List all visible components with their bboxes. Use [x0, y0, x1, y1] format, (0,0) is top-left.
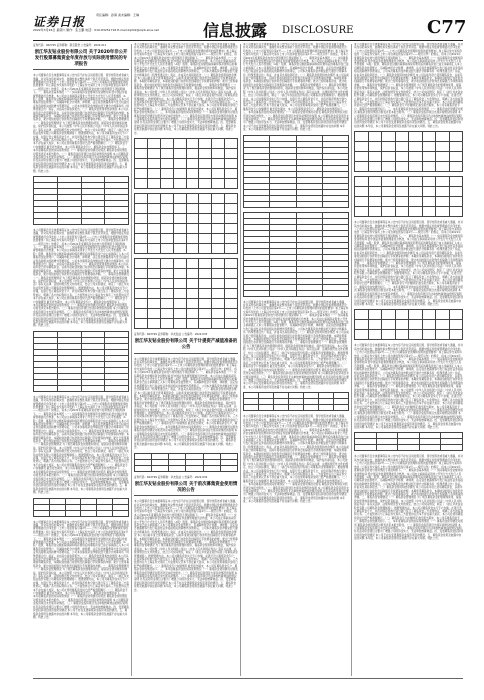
data-table [354, 131, 463, 172]
data-table [354, 432, 463, 451]
data-table [243, 392, 349, 411]
footer-rule [33, 678, 463, 679]
column-2 [134, 43, 238, 678]
notice-title: 浙江华友钴业股份有限公司 关于前次募集资金使用情况的公告 [134, 482, 238, 496]
body-text: 本公司董事会及全体董事保证本公告内容不存在任何虚假记载、误导性陈述或者重大遗漏，并对其内容的真实性、准确性和完整性承担个别及连带责任。根据中国证券监督管理委员会印发的《上市公司监管指引第2号——上市公司募集资金管理和使用的监管要求》和上海证券交易所印发的《上海证券交易所上市公司自律监管指引第1号——规范运作》的规定，将本公司2021年度募集资金存放与使用情况专项说明如下。一、募集资金基本情况（一）实际募集资金金额和资金到账时间 经中国证券监督管理委员会核准，本公司由主承销商采用非公开发行方式发行人民币普通股（A股）股票，募集资金总额扣除承销和保荐费用后的募集资金已由主承销商汇入本公司募集资金监管账户，另减除申报会计师费、律师费、法定信息披露费等与发行权益性证券直接相关的新增外部费用后，公司本次募集资金净额业经天健会计师事务所（特殊普通合伙）验证，并由其出具验资报告。（二）募集资金使用和结余情况 本公司以前年度已使用募集资金，以前年度收到的银行存款利息扣除银行手续费等的净额；本期使用募集资金，本期收到的银行存款利息扣除银行手续费等的净额；累计已使用募集资金，累计收到的银行存款利息扣除银行手续费等的净额。二、募集资金管理情况（一）募集资金管理情况 为了规范募集资金的管理和使用，提高资金使用效率和效益，保护投资者权益，本公司按照《中华人民共和国公司法》《中华人民共和国证券法》等有关法律、法规和规范性文件的规定，结合公司实际情况，制定了《浙江华友钴业股份有限公司募集资金管理制度》。根据管理办法，本公司对募集资金实行专户存储，在银行设立募集资金专户，并连同保荐机构分别与银行签订了募集资金三方监管协议，明确了各方的权利和义务。三方监管协议与上海证券交易所三方监管协议范本不存在重大差异，本公司在使用募集资金时已经严格遵照履行。（二）募集资金专户存储情况 截至报告期末，本公司有募集资金专户，募集资金存放情况如下。三、本年度募集资金的实际使用情况（一）募集资金使用情况对照表 募集资金使用情况对照表详见本报告附件。（二）募集资金投资项目出现异常情况的说明 本公司募集资金投资项目未出现异常情况。（三）募集资金投资项目无法单独核算效益的情况说明 补充流动资金项目主要为了增强公司的资金实力，无法单独核算效益。四、变更募集资金投资项目的资金使用情况 本公司不存在变更募集资金投资项目的情况。五、募集资金使用及披露中存在的问题 本年度，本公司募集资金使用及披露不存在重大问题。特此公告。 [33, 228, 129, 328]
data-table [33, 331, 129, 392]
body-text: 本公司董事会及全体董事保证本公告内容不存在任何虚假记载、误导性陈述或者重大遗漏，并对其内容的真实性、准确性和完整性承担个别及连带责任。根据中国证券监督管理委员会印发的《上市公司监管指引第2号——上市公司募集资金管理和使用的监管要求》和上海证券交易所印发的《上海证券交易所上市公司自律监管指引第1号——规范运作》的规定，将本公司2021年度募集资金存放与使用情况专项说明如下。一、募集资金基本情况（一）实际募集资金金额和资金到账时间 经中国证券监督管理委员会核准，本公司由主承销商采用非公开发行方式发行人民币普通股（A股）股票，募集资金总额扣除承销和保荐费用后的募集资金已由主承销商汇入本公司募集资金监管账户，另减除申报会计师费、律师费、法定信息披露费等与发行权益性证券直接相关的新增外部费用后，公司本次募集资金净额业经天健会计师事务所（特殊普通合伙）验证，并由其出具验资报告。（二）募集资金使用和结余情况 本公司以前年度已使用募集资金，以前年度收到的银行存款利息扣除银行手续费等的净额；本期使用募集资金，本期收到的银行存款利息扣除银行手续费等的净额；累计已使用募集资金，累计收到的银行存款利息扣除银行手续费等的净额。二、募集资金管理情况（一）募集资金管理情况 为了规范募集资金的管理和使用，提高资金使用效率和效益，保护投资者权益，本公司按照《中华人民共和国公司法》《中华人民共和国证券法》等有关法律、法规和规范性文件的规定，结合公司实际情况，制定了《浙江华友钴业股份有限公司募集资金管理制度》。根据管理办法，本公司对募集资金实行专户存储，在银行设立募集资金专户，并连同保荐机构分别与银行签订了募集资金三方监管协议，明确了各方的权利和义务。三方监管协议与上海证券交易所三方监管协议范本不存在重大差异，本公司在使用募集资金时已经严格遵照履行。（二）募集资金专户存储情况 截至报告期末，本公司有募集资金专户，募集资金存放情况如下。三、本年度募集资金的实际使用情况（一）募集资金使用情况对照表 募集资金使用情况对照表详见本报告附件。（二）募集资金投资项目出现异常情况的说明 本公司募集资金投资项目未出现异常情况。（三）募集资金投资项目无法单独核算效益的情况说明 补充流动资金项目主要为了增强公司的资金实力，无法单独核算效益。四、变更募集资金投资项目的资金使用情况 本公司不存在变更募集资金投资项目的情况。五、募集资金使用及披露中存在的问题 本年度，本公司募集资金使用及披露不存在重大问题。特此公告。 [134, 357, 238, 450]
notice-meta: 证券代码：002705 证券简称：新宝股份 公告编号：2022-011 [33, 44, 107, 47]
data-table [33, 176, 129, 225]
data-table [134, 138, 238, 189]
column-4 [354, 43, 463, 678]
editors-line: 责任编辑：孙倩 美术编辑：王琳 [96, 13, 139, 17]
notice-title: 浙江华友钴业股份有限公司 关于计提资产减值准备的公告 [134, 339, 238, 353]
newspaper-logo: 证券日报 [33, 15, 86, 29]
header-rule [33, 40, 463, 41]
column-divider [240, 44, 241, 676]
body-text: 本公司董事会及全体董事保证本公告内容不存在任何虚假记载、误导性陈述或者重大遗漏，并对其内容的真实性、准确性和完整性承担个别及连带责任。根据中国证券监督管理委员会印发的《上市公司监管指引第2号——上市公司募集资金管理和使用的监管要求》和上海证券交易所印发的《上海证券交易所上市公司自律监管指引第1号——规范运作》的规定，将本公司2021年度募集资金存放与使用情况专项说明如下。一、募集资金基本情况（一）实际募集资金金额和资金到账时间 经中国证券监督管理委员会核准，本公司由主承销商采用非公开发行方式发行人民币普通股（A股）股票，募集资金总额扣除承销和保荐费用后的募集资金已由主承销商汇入本公司募集资金监管账户，另减除申报会计师费、律师费、法定信息披露费等与发行权益性证券直接相关的新增外部费用后，公司本次募集资金净额业经天健会计师事务所（特殊普通合伙）验证，并由其出具验资报告。（二）募集资金使用和结余情况 本公司以前年度已使用募集资金，以前年度收到的银行存款利息扣除银行手续费等的净额；本期使用募集资金，本期收到的银行存款利息扣除银行手续费等的净额；累计已使用募集资金，累计收到的银行存款利息扣除银行手续费等的净额。二、募集资金管理情况（一）募集资金管理情况 为了规范募集资金的管理和使用，提高资金使用效率和效益，保护投资者权益，本公司按照《中华人民共和国公司法》《中华人民共和国证券法》等有关法律、法规和规范性文件的规定，结合公司实际情况，制定了《浙江华友钴业股份有限公司募集资金管理制度》。根据管理办法，本公司对募集资金实行专户存储，在银行设立募集资金专户，并连同保荐机构分别与银行签订了募集资金三方监管协议，明确了各方的权利和义务。三方监管协议与上海证券交易所三方监管协议范本不存在重大差异，本公司在使用募集资金时已经严格遵照履行。（二）募集资金专户存储情况 截至报告期末，本公司有募集资金专户，募集资金存放情况如下。三、本年度募集资金的实际使用情况（一）募集资金使用情况对照表 募集资金使用情况对照表详见本报告附件。（二）募集资金投资项目出现异常情况的说明 本公司募集资金投资项目未出现异常情况。（三）募集资金投资项目无法单独核算效益的情况说明 补充流动资金项目主要为了增强公司的资金实力，无法单独核算效益。四、变更募集资金投资项目的资金使用情况 本公司不存在变更募集资金投资项目的情况。五、募集资金使用及披露中存在的问题 本年度，本公司募集资金使用及披露不存在重大问题。特此公告。 [134, 43, 238, 135]
notice-meta: 证券代码：603799 证券简称：华友钴业 公告编号：2022-033 [134, 332, 208, 336]
data-table [354, 176, 463, 217]
notice-title: 浙江华友钴业股份有限公司 关于2020年非公开发行股票募集资金年度存放与实际使用情况的专项报告 [33, 50, 129, 70]
body-text: 本公司董事会及全体董事保证本公告内容不存在任何虚假记载、误导性陈述或者重大遗漏，并对其内容的真实性、准确性和完整性承担个别及连带责任。根据中国证券监督管理委员会印发的《上市公司监管指引第2号——上市公司募集资金管理和使用的监管要求》和上海证券交易所印发的《上海证券交易所上市公司自律监管指引第1号——规范运作》的规定，将本公司2021年度募集资金存放与使用情况专项说明如下。一、募集资金基本情况（一）实际募集资金金额和资金到账时间 经中国证券监督管理委员会核准，本公司由主承销商采用非公开发行方式发行人民币普通股（A股）股票，募集资金总额扣除承销和保荐费用后的募集资金已由主承销商汇入本公司募集资金监管账户，另减除申报会计师费、律师费、法定信息披露费等与发行权益性证券直接相关的新增外部费用后，公司本次募集资金净额业经天健会计师事务所（特殊普通合伙）验证，并由其出具验资报告。（二）募集资金使用和结余情况 本公司以前年度已使用募集资金，以前年度收到的银行存款利息扣除银行手续费等的净额；本期使用募集资金，本期收到的银行存款利息扣除银行手续费等的净额；累计已使用募集资金，累计收到的银行存款利息扣除银行手续费等的净额。二、募集资金管理情况（一）募集资金管理情况 为了规范募集资金的管理和使用，提高资金使用效率和效益，保护投资者权益，本公司按照《中华人民共和国公司法》《中华人民共和国证券法》等有关法律、法规和规范性文件的规定，结合公司实际情况，制定了《浙江华友钴业股份有限公司募集资金管理制度》。根据管理办法，本公司对募集资金实行专户存储，在银行设立募集资金专户，并连同保荐机构分别与银行签订了募集资金三方监管协议，明确了各方的权利和义务。三方监管协议与上海证券交易所三方监管协议范本不存在重大差异，本公司在使用募集资金时已经严格遵照履行。（二）募集资金专户存储情况 截至报告期末，本公司有募集资金专户，募集资金存放情况如下。三、本年度募集资金的实际使用情况（一）募集资金使用情况对照表 募集资金使用情况对照表详见本报告附件。（二）募集资金投资项目出现异常情况的说明 本公司募集资金投资项目未出现异常情况。（三）募集资金投资项目无法单独核算效益的情况说明 补充流动资金项目主要为了增强公司的资金实力，无法单独核算效益。四、变更募集资金投资项目的资金使用情况 本公司不存在变更募集资金投资项目的情况。五、募集资金使用及披露中存在的问题 本年度，本公司募集资金使用及披露不存在重大问题。特此公告。 [354, 43, 463, 128]
data-table [33, 498, 129, 517]
data-table [243, 212, 349, 297]
column-divider [351, 44, 352, 676]
column-3 [243, 43, 349, 678]
page-header [0, 0, 484, 40]
body-text: 本公司董事会及全体董事保证本公告内容不存在任何虚假记载、误导性陈述或者重大遗漏，并对其内容的真实性、准确性和完整性承担个别及连带责任。根据中国证券监督管理委员会印发的《上市公司监管指引第2号——上市公司募集资金管理和使用的监管要求》和上海证券交易所印发的《上海证券交易所上市公司自律监管指引第1号——规范运作》的规定，将本公司2021年度募集资金存放与使用情况专项说明如下。一、募集资金基本情况（一）实际募集资金金额和资金到账时间 经中国证券监督管理委员会核准，本公司由主承销商采用非公开发行方式发行人民币普通股（A股）股票，募集资金总额扣除承销和保荐费用后的募集资金已由主承销商汇入本公司募集资金监管账户，另减除申报会计师费、律师费、法定信息披露费等与发行权益性证券直接相关的新增外部费用后，公司本次募集资金净额业经天健会计师事务所（特殊普通合伙）验证，并由其出具验资报告。（二）募集资金使用和结余情况 本公司以前年度已使用募集资金，以前年度收到的银行存款利息扣除银行手续费等的净额；本期使用募集资金，本期收到的银行存款利息扣除银行手续费等的净额；累计已使用募集资金，累计收到的银行存款利息扣除银行手续费等的净额。二、募集资金管理情况（一）募集资金管理情况 为了规范募集资金的管理和使用，提高资金使用效率和效益，保护投资者权益，本公司按照《中华人民共和国公司法》《中华人民共和国证券法》等有关法律、法规和规范性文件的规定，结合公司实际情况，制定了《浙江华友钴业股份有限公司募集资金管理制度》。根据管理办法，本公司对募集资金实行专户存储，在银行设立募集资金专户，并连同保荐机构分别与银行签订了募集资金三方监管协议，明确了各方的权利和义务。三方监管协议与上海证券交易所三方监管协议范本不存在重大差异，本公司在使用募集资金时已经严格遵照履行。（二）募集资金专户存储情况 截至报告期末，本公司有募集资金专户，募集资金存放情况如下。三、本年度募集资金的实际使用情况（一）募集资金使用情况对照表 募集资金使用情况对照表详见本报告附件。（二）募集资金投资项目出现异常情况的说明 本公司募集资金投资项目未出现异常情况。（三）募集资金投资项目无法单独核算效益的情况说明 补充流动资金项目主要为了增强公司的资金实力，无法单独核算效益。四、变更募集资金投资项目的资金使用情况 本公司不存在变更募集资金投资项目的情况。五、募集资金使用及披露中存在的问题 本年度，本公司募集资金使用及披露不存在重大问题。特此公告。 [33, 395, 129, 495]
column-1 [33, 43, 129, 678]
body-text: 本公司董事会及全体董事保证本公告内容不存在任何虚假记载、误导性陈述或者重大遗漏，并对其内容的真实性、准确性和完整性承担个别及连带责任。根据中国证券监督管理委员会印发的《上市公司监管指引第2号——上市公司募集资金管理和使用的监管要求》和上海证券交易所印发的《上海证券交易所上市公司自律监管指引第1号——规范运作》的规定，将本公司2021年度募集资金存放与使用情况专项说明如下。一、募集资金基本情况（一）实际募集资金金额和资金到账时间 经中国证券监督管理委员会核准，本公司由主承销商采用非公开发行方式发行人民币普通股（A股）股票，募集资金总额扣除承销和保荐费用后的募集资金已由主承销商汇入本公司募集资金监管账户，另减除申报会计师费、律师费、法定信息披露费等与发行权益性证券直接相关的新增外部费用后，公司本次募集资金净额业经天健会计师事务所（特殊普通合伙）验证，并由其出具验资报告。（二）募集资金使用和结余情况 本公司以前年度已使用募集资金，以前年度收到的银行存款利息扣除银行手续费等的净额；本期使用募集资金，本期收到的银行存款利息扣除银行手续费等的净额；累计已使用募集资金，累计收到的银行存款利息扣除银行手续费等的净额。二、募集资金管理情况（一）募集资金管理情况 为了规范募集资金的管理和使用，提高资金使用效率和效益，保护投资者权益，本公司按照《中华人民共和国公司法》《中华人民共和国证券法》等有关法律、法规和规范性文件的规定，结合公司实际情况，制定了《浙江华友钴业股份有限公司募集资金管理制度》。根据管理办法，本公司对募集资金实行专户存储，在银行设立募集资金专户，并连同保荐机构分别与银行签订了募集资金三方监管协议，明确了各方的权利和义务。三方监管协议与上海证券交易所三方监管协议范本不存在重大差异，本公司在使用募集资金时已经严格遵照履行。（二）募集资金专户存储情况 截至报告期末，本公司有募集资金专户，募集资金存放情况如下。三、本年度募集资金的实际使用情况（一）募集资金使用情况对照表 募集资金使用情况对照表详见本报告附件。（二）募集资金投资项目出现异常情况的说明 本公司募集资金投资项目未出现异常情况。（三）募集资金投资项目无法单独核算效益的情况说明 补充流动资金项目主要为了增强公司的资金实力，无法单独核算效益。四、变更募集资金投资项目的资金使用情况 本公司不存在变更募集资金投资项目的情况。五、募集资金使用及披露中存在的问题 本年度，本公司募集资金使用及披露不存在重大问题。特此公告。 [243, 43, 349, 132]
data-table [134, 453, 238, 472]
data-table [243, 135, 349, 208]
page-number: C77 [427, 17, 467, 38]
body-text: 本公司董事会及全体董事保证本公告内容不存在任何虚假记载、误导性陈述或者重大遗漏，并对其内容的真实性、准确性和完整性承担个别及连带责任。根据中国证券监督管理委员会印发的《上市公司监管指引第2号——上市公司募集资金管理和使用的监管要求》和上海证券交易所印发的《上海证券交易所上市公司自律监管指引第1号——规范运作》的规定，将本公司2021年度募集资金存放与使用情况专项说明如下。一、募集资金基本情况（一）实际募集资金金额和资金到账时间 经中国证券监督管理委员会核准，本公司由主承销商采用非公开发行方式发行人民币普通股（A股）股票，募集资金总额扣除承销和保荐费用后的募集资金已由主承销商汇入本公司募集资金监管账户，另减除申报会计师费、律师费、法定信息披露费等与发行权益性证券直接相关的新增外部费用后，公司本次募集资金净额业经天健会计师事务所（特殊普通合伙）验证，并由其出具验资报告。（二）募集资金使用和结余情况 本公司以前年度已使用募集资金，以前年度收到的银行存款利息扣除银行手续费等的净额；本期使用募集资金，本期收到的银行存款利息扣除银行手续费等的净额；累计已使用募集资金，累计收到的银行存款利息扣除银行手续费等的净额。二、募集资金管理情况（一）募集资金管理情况 为了规范募集资金的管理和使用，提高资金使用效率和效益，保护投资者权益，本公司按照《中华人民共和国公司法》《中华人民共和国证券法》等有关法律、法规和规范性文件的规定，结合公司实际情况，制定了《浙江华友钴业股份有限公司募集资金管理制度》。根据管理办法，本公司对募集资金实行专户存储，在银行设立募集资金专户，并连同保荐机构分别与银行签订了募集资金三方监管协议，明确了各方的权利和义务。三方监管协议与上海证券交易所三方监管协议范本不存在重大差异，本公司在使用募集资金时已经严格遵照履行。（二）募集资金专户存储情况 截至报告期末，本公司有募集资金专户，募集资金存放情况如下。三、本年度募集资金的实际使用情况（一）募集资金使用情况对照表 募集资金使用情况对照表详见本报告附件。（二）募集资金投资项目出现异常情况的说明 本公司募集资金投资项目未出现异常情况。（三）募集资金投资项目无法单独核算效益的情况说明 补充流动资金项目主要为了增强公司的资金实力，无法单独核算效益。四、变更募集资金投资项目的资金使用情况 本公司不存在变更募集资金投资项目的情况。五、募集资金使用及披露中存在的问题 本年度，本公司募集资金使用及披露不存在重大问题。特此公告。 [33, 520, 129, 619]
body-text: 本公司董事会及全体董事保证本公告内容不存在任何虚假记载、误导性陈述或者重大遗漏，并对其内容的真实性、准确性和完整性承担个别及连带责任。根据中国证券监督管理委员会印发的《上市公司监管指引第2号——上市公司募集资金管理和使用的监管要求》和上海证券交易所印发的《上海证券交易所上市公司自律监管指引第1号——规范运作》的规定，将本公司2021年度募集资金存放与使用情况专项说明如下。一、募集资金基本情况（一）实际募集资金金额和资金到账时间 经中国证券监督管理委员会核准，本公司由主承销商采用非公开发行方式发行人民币普通股（A股）股票，募集资金总额扣除承销和保荐费用后的募集资金已由主承销商汇入本公司募集资金监管账户，另减除申报会计师费、律师费、法定信息披露费等与发行权益性证券直接相关的新增外部费用后，公司本次募集资金净额业经天健会计师事务所（特殊普通合伙）验证，并由其出具验资报告。（二）募集资金使用和结余情况 本公司以前年度已使用募集资金，以前年度收到的银行存款利息扣除银行手续费等的净额；本期使用募集资金，本期收到的银行存款利息扣除银行手续费等的净额；累计已使用募集资金，累计收到的银行存款利息扣除银行手续费等的净额。二、募集资金管理情况（一）募集资金管理情况 为了规范募集资金的管理和使用，提高资金使用效率和效益，保护投资者权益，本公司按照《中华人民共和国公司法》《中华人民共和国证券法》等有关法律、法规和规范性文件的规定，结合公司实际情况，制定了《浙江华友钴业股份有限公司募集资金管理制度》。根据管理办法，本公司对募集资金实行专户存储，在银行设立募集资金专户，并连同保荐机构分别与银行签订了募集资金三方监管协议，明确了各方的权利和义务。三方监管协议与上海证券交易所三方监管协议范本不存在重大差异，本公司在使用募集资金时已经严格遵照履行。（二）募集资金专户存储情况 截至报告期末，本公司有募集资金专户，募集资金存放情况如下。三、本年度募集资金的实际使用情况（一）募集资金使用情况对照表 募集资金使用情况对照表详见本报告附件。（二）募集资金投资项目出现异常情况的说明 本公司募集资金投资项目未出现异常情况。（三）募集资金投资项目无法单独核算效益的情况说明 补充流动资金项目主要为了增强公司的资金实力，无法单独核算效益。四、变更募集资金投资项目的资金使用情况 本公司不存在变更募集资金投资项目的情况。五、募集资金使用及披露中存在的问题 本年度，本公司募集资金使用及披露不存在重大问题。特此公告。 [243, 300, 349, 389]
notice-meta: 证券代码：603799 证券简称：华友钴业 公告编号：2022-034 [134, 475, 208, 479]
body-text: 本公司董事会及全体董事保证本公告内容不存在任何虚假记载、误导性陈述或者重大遗漏，并对其内容的真实性、准确性和完整性承担个别及连带责任。根据中国证券监督管理委员会印发的《上市公司监管指引第2号——上市公司募集资金管理和使用的监管要求》和上海证券交易所印发的《上海证券交易所上市公司自律监管指引第1号——规范运作》的规定，将本公司2021年度募集资金存放与使用情况专项说明如下。一、募集资金基本情况（一）实际募集资金金额和资金到账时间 经中国证券监督管理委员会核准，本公司由主承销商采用非公开发行方式发行人民币普通股（A股）股票，募集资金总额扣除承销和保荐费用后的募集资金已由主承销商汇入本公司募集资金监管账户，另减除申报会计师费、律师费、法定信息披露费等与发行权益性证券直接相关的新增外部费用后，公司本次募集资金净额业经天健会计师事务所（特殊普通合伙）验证，并由其出具验资报告。（二）募集资金使用和结余情况 本公司以前年度已使用募集资金，以前年度收到的银行存款利息扣除银行手续费等的净额；本期使用募集资金，本期收到的银行存款利息扣除银行手续费等的净额；累计已使用募集资金，累计收到的银行存款利息扣除银行手续费等的净额。二、募集资金管理情况（一）募集资金管理情况 为了规范募集资金的管理和使用，提高资金使用效率和效益，保护投资者权益，本公司按照《中华人民共和国公司法》《中华人民共和国证券法》等有关法律、法规和规范性文件的规定，结合公司实际情况，制定了《浙江华友钴业股份有限公司募集资金管理制度》。根据管理办法，本公司对募集资金实行专户存储，在银行设立募集资金专户，并连同保荐机构分别与银行签订了募集资金三方监管协议，明确了各方的权利和义务。三方监管协议与上海证券交易所三方监管协议范本不存在重大差异，本公司在使用募集资金时已经严格遵照履行。（二）募集资金专户存储情况 截至报告期末，本公司有募集资金专户，募集资金存放情况如下。三、本年度募集资金的实际使用情况（一）募集资金使用情况对照表 募集资金使用情况对照表详见本报告附件。（二）募集资金投资项目出现异常情况的说明 本公司募集资金投资项目未出现异常情况。（三）募集资金投资项目无法单独核算效益的情况说明 补充流动资金项目主要为了增强公司的资金实力，无法单独核算效益。四、变更募集资金投资项目的资金使用情况 本公司不存在变更募集资金投资项目的情况。五、募集资金使用及披露中存在的问题 本年度，本公司募集资金使用及披露不存在重大问题。特此公告。 [354, 221, 463, 306]
data-table [354, 309, 463, 340]
data-table [134, 258, 238, 329]
section-title-en: DISCLOSURE [282, 25, 354, 36]
body-text: 本公司董事会及全体董事保证本公告内容不存在任何虚假记载、误导性陈述或者重大遗漏，并对其内容的真实性、准确性和完整性承担个别及连带责任。根据中国证券监督管理委员会印发的《上市公司监管指引第2号——上市公司募集资金管理和使用的监管要求》和上海证券交易所印发的《上海证券交易所上市公司自律监管指引第1号——规范运作》的规定，将本公司2021年度募集资金存放与使用情况专项说明如下。一、募集资金基本情况（一）实际募集资金金额和资金到账时间 经中国证券监督管理委员会核准，本公司由主承销商采用非公开发行方式发行人民币普通股（A股）股票，募集资金总额扣除承销和保荐费用后的募集资金已由主承销商汇入本公司募集资金监管账户，另减除申报会计师费、律师费、法定信息披露费等与发行权益性证券直接相关的新增外部费用后，公司本次募集资金净额业经天健会计师事务所（特殊普通合伙）验证，并由其出具验资报告。（二）募集资金使用和结余情况 本公司以前年度已使用募集资金，以前年度收到的银行存款利息扣除银行手续费等的净额；本期使用募集资金，本期收到的银行存款利息扣除银行手续费等的净额；累计已使用募集资金，累计收到的银行存款利息扣除银行手续费等的净额。二、募集资金管理情况（一）募集资金管理情况 为了规范募集资金的管理和使用，提高资金使用效率和效益，保护投资者权益，本公司按照《中华人民共和国公司法》《中华人民共和国证券法》等有关法律、法规和规范性文件的规定，结合公司实际情况，制定了《浙江华友钴业股份有限公司募集资金管理制度》。根据管理办法，本公司对募集资金实行专户存储，在银行设立募集资金专户，并连同保荐机构分别与银行签订了募集资金三方监管协议，明确了各方的权利和义务。三方监管协议与上海证券交易所三方监管协议范本不存在重大差异，本公司在使用募集资金时已经严格遵照履行。（二）募集资金专户存储情况 截至报告期末，本公司有募集资金专户，募集资金存放情况如下。三、本年度募集资金的实际使用情况（一）募集资金使用情况对照表 募集资金使用情况对照表详见本报告附件。（二）募集资金投资项目出现异常情况的说明 本公司募集资金投资项目未出现异常情况。（三）募集资金投资项目无法单独核算效益的情况说明 补充流动资金项目主要为了增强公司的资金实力，无法单独核算效益。四、变更募集资金投资项目的资金使用情况 本公司不存在变更募集资金投资项目的情况。五、募集资金使用及披露中存在的问题 本年度，本公司募集资金使用及披露不存在重大问题。特此公告。 [33, 74, 129, 173]
column-divider [131, 44, 132, 676]
header-info-line: 2022年3月26日 星期六 制作：张玉鹏 电话：010-83251716 E-mail:zqrb9@zqrb.sina.net [33, 28, 159, 32]
body-text: 本公司董事会及全体董事保证本公告内容不存在任何虚假记载、误导性陈述或者重大遗漏，并对其内容的真实性、准确性和完整性承担个别及连带责任。根据中国证券监督管理委员会印发的《上市公司监管指引第2号——上市公司募集资金管理和使用的监管要求》和上海证券交易所印发的《上海证券交易所上市公司自律监管指引第1号——规范运作》的规定，将本公司2021年度募集资金存放与使用情况专项说明如下。一、募集资金基本情况（一）实际募集资金金额和资金到账时间 经中国证券监督管理委员会核准，本公司由主承销商采用非公开发行方式发行人民币普通股（A股）股票，募集资金总额扣除承销和保荐费用后的募集资金已由主承销商汇入本公司募集资金监管账户，另减除申报会计师费、律师费、法定信息披露费等与发行权益性证券直接相关的新增外部费用后，公司本次募集资金净额业经天健会计师事务所（特殊普通合伙）验证，并由其出具验资报告。（二）募集资金使用和结余情况 本公司以前年度已使用募集资金，以前年度收到的银行存款利息扣除银行手续费等的净额；本期使用募集资金，本期收到的银行存款利息扣除银行手续费等的净额；累计已使用募集资金，累计收到的银行存款利息扣除银行手续费等的净额。二、募集资金管理情况（一）募集资金管理情况 为了规范募集资金的管理和使用，提高资金使用效率和效益，保护投资者权益，本公司按照《中华人民共和国公司法》《中华人民共和国证券法》等有关法律、法规和规范性文件的规定，结合公司实际情况，制定了《浙江华友钴业股份有限公司募集资金管理制度》。根据管理办法，本公司对募集资金实行专户存储，在银行设立募集资金专户，并连同保荐机构分别与银行签订了募集资金三方监管协议，明确了各方的权利和义务。三方监管协议与上海证券交易所三方监管协议范本不存在重大差异，本公司在使用募集资金时已经严格遵照履行。（二）募集资金专户存储情况 截至报告期末，本公司有募集资金专户，募集资金存放情况如下。三、本年度募集资金的实际使用情况（一）募集资金使用情况对照表 募集资金使用情况对照表详见本报告附件。（二）募集资金投资项目出现异常情况的说明 本公司募集资金投资项目未出现异常情况。（三）募集资金投资项目无法单独核算效益的情况说明 补充流动资金项目主要为了增强公司的资金实力，无法单独核算效益。四、变更募集资金投资项目的资金使用情况 本公司不存在变更募集资金投资项目的情况。五、募集资金使用及披露中存在的问题 本年度，本公司募集资金使用及披露不存在重大问题。特此公告。 [134, 500, 238, 592]
body-text: 本公司董事会及全体董事保证本公告内容不存在任何虚假记载、误导性陈述或者重大遗漏，并对其内容的真实性、准确性和完整性承担个别及连带责任。根据中国证券监督管理委员会印发的《上市公司监管指引第2号——上市公司募集资金管理和使用的监管要求》和上海证券交易所印发的《上海证券交易所上市公司自律监管指引第1号——规范运作》的规定，将本公司2021年度募集资金存放与使用情况专项说明如下。一、募集资金基本情况（一）实际募集资金金额和资金到账时间 经中国证券监督管理委员会核准，本公司由主承销商采用非公开发行方式发行人民币普通股（A股）股票，募集资金总额扣除承销和保荐费用后的募集资金已由主承销商汇入本公司募集资金监管账户，另减除申报会计师费、律师费、法定信息披露费等与发行权益性证券直接相关的新增外部费用后，公司本次募集资金净额业经天健会计师事务所（特殊普通合伙）验证，并由其出具验资报告。（二）募集资金使用和结余情况 本公司以前年度已使用募集资金，以前年度收到的银行存款利息扣除银行手续费等的净额；本期使用募集资金，本期收到的银行存款利息扣除银行手续费等的净额；累计已使用募集资金，累计收到的银行存款利息扣除银行手续费等的净额。二、募集资金管理情况（一）募集资金管理情况 为了规范募集资金的管理和使用，提高资金使用效率和效益，保护投资者权益，本公司按照《中华人民共和国公司法》《中华人民共和国证券法》等有关法律、法规和规范性文件的规定，结合公司实际情况，制定了《浙江华友钴业股份有限公司募集资金管理制度》。根据管理办法，本公司对募集资金实行专户存储，在银行设立募集资金专户，并连同保荐机构分别与银行签订了募集资金三方监管协议，明确了各方的权利和义务。三方监管协议与上海证券交易所三方监管协议范本不存在重大差异，本公司在使用募集资金时已经严格遵照履行。（二）募集资金专户存储情况 截至报告期末，本公司有募集资金专户，募集资金存放情况如下。三、本年度募集资金的实际使用情况（一）募集资金使用情况对照表 募集资金使用情况对照表详见本报告附件。（二）募集资金投资项目出现异常情况的说明 本公司募集资金投资项目未出现异常情况。（三）募集资金投资项目无法单独核算效益的情况说明 补充流动资金项目主要为了增强公司的资金实力，无法单独核算效益。四、变更募集资金投资项目的资金使用情况 本公司不存在变更募集资金投资项目的情况。五、募集资金使用及披露中存在的问题 本年度，本公司募集资金使用及披露不存在重大问题。特此公告。 [354, 455, 463, 541]
body-text: 本公司董事会及全体董事保证本公告内容不存在任何虚假记载、误导性陈述或者重大遗漏，并对其内容的真实性、准确性和完整性承担个别及连带责任。根据中国证券监督管理委员会印发的《上市公司监管指引第2号——上市公司募集资金管理和使用的监管要求》和上海证券交易所印发的《上海证券交易所上市公司自律监管指引第1号——规范运作》的规定，将本公司2021年度募集资金存放与使用情况专项说明如下。一、募集资金基本情况（一）实际募集资金金额和资金到账时间 经中国证券监督管理委员会核准，本公司由主承销商采用非公开发行方式发行人民币普通股（A股）股票，募集资金总额扣除承销和保荐费用后的募集资金已由主承销商汇入本公司募集资金监管账户，另减除申报会计师费、律师费、法定信息披露费等与发行权益性证券直接相关的新增外部费用后，公司本次募集资金净额业经天健会计师事务所（特殊普通合伙）验证，并由其出具验资报告。（二）募集资金使用和结余情况 本公司以前年度已使用募集资金，以前年度收到的银行存款利息扣除银行手续费等的净额；本期使用募集资金，本期收到的银行存款利息扣除银行手续费等的净额；累计已使用募集资金，累计收到的银行存款利息扣除银行手续费等的净额。二、募集资金管理情况（一）募集资金管理情况 为了规范募集资金的管理和使用，提高资金使用效率和效益，保护投资者权益，本公司按照《中华人民共和国公司法》《中华人民共和国证券法》等有关法律、法规和规范性文件的规定，结合公司实际情况，制定了《浙江华友钴业股份有限公司募集资金管理制度》。根据管理办法，本公司对募集资金实行专户存储，在银行设立募集资金专户，并连同保荐机构分别与银行签订了募集资金三方监管协议，明确了各方的权利和义务。三方监管协议与上海证券交易所三方监管协议范本不存在重大差异，本公司在使用募集资金时已经严格遵照履行。（二）募集资金专户存储情况 截至报告期末，本公司有募集资金专户，募集资金存放情况如下。三、本年度募集资金的实际使用情况（一）募集资金使用情况对照表 募集资金使用情况对照表详见本报告附件。（二）募集资金投资项目出现异常情况的说明 本公司募集资金投资项目未出现异常情况。（三）募集资金投资项目无法单独核算效益的情况说明 补充流动资金项目主要为了增强公司的资金实力，无法单独核算效益。四、变更募集资金投资项目的资金使用情况 本公司不存在变更募集资金投资项目的情况。五、募集资金使用及披露中存在的问题 本年度，本公司募集资金使用及披露不存在重大问题。特此公告。 [354, 344, 463, 430]
section-title: 信息披露 [203, 21, 268, 40]
data-table [134, 193, 238, 254]
body-text: 本公司董事会及全体董事保证本公告内容不存在任何虚假记载、误导性陈述或者重大遗漏，并对其内容的真实性、准确性和完整性承担个别及连带责任。根据中国证券监督管理委员会印发的《上市公司监管指引第2号——上市公司募集资金管理和使用的监管要求》和上海证券交易所印发的《上海证券交易所上市公司自律监管指引第1号——规范运作》的规定，将本公司2021年度募集资金存放与使用情况专项说明如下。一、募集资金基本情况（一）实际募集资金金额和资金到账时间 经中国证券监督管理委员会核准，本公司由主承销商采用非公开发行方式发行人民币普通股（A股）股票，募集资金总额扣除承销和保荐费用后的募集资金已由主承销商汇入本公司募集资金监管账户，另减除申报会计师费、律师费、法定信息披露费等与发行权益性证券直接相关的新增外部费用后，公司本次募集资金净额业经天健会计师事务所（特殊普通合伙）验证，并由其出具验资报告。（二）募集资金使用和结余情况 本公司以前年度已使用募集资金，以前年度收到的银行存款利息扣除银行手续费等的净额；本期使用募集资金，本期收到的银行存款利息扣除银行手续费等的净额；累计已使用募集资金，累计收到的银行存款利息扣除银行手续费等的净额。二、募集资金管理情况（一）募集资金管理情况 为了规范募集资金的管理和使用，提高资金使用效率和效益，保护投资者权益，本公司按照《中华人民共和国公司法》《中华人民共和国证券法》等有关法律、法规和规范性文件的规定，结合公司实际情况，制定了《浙江华友钴业股份有限公司募集资金管理制度》。根据管理办法，本公司对募集资金实行专户存储，在银行设立募集资金专户，并连同保荐机构分别与银行签订了募集资金三方监管协议，明确了各方的权利和义务。三方监管协议与上海证券交易所三方监管协议范本不存在重大差异，本公司在使用募集资金时已经严格遵照履行。（二）募集资金专户存储情况 截至报告期末，本公司有募集资金专户，募集资金存放情况如下。三、本年度募集资金的实际使用情况（一）募集资金使用情况对照表 募集资金使用情况对照表详见本报告附件。（二）募集资金投资项目出现异常情况的说明 本公司募集资金投资项目未出现异常情况。（三）募集资金投资项目无法单独核算效益的情况说明 补充流动资金项目主要为了增强公司的资金实力，无法单独核算效益。四、变更募集资金投资项目的资金使用情况 本公司不存在变更募集资金投资项目的情况。五、募集资金使用及披露中存在的问题 本年度，本公司募集资金使用及披露不存在重大问题。特此公告。 [243, 415, 349, 504]
